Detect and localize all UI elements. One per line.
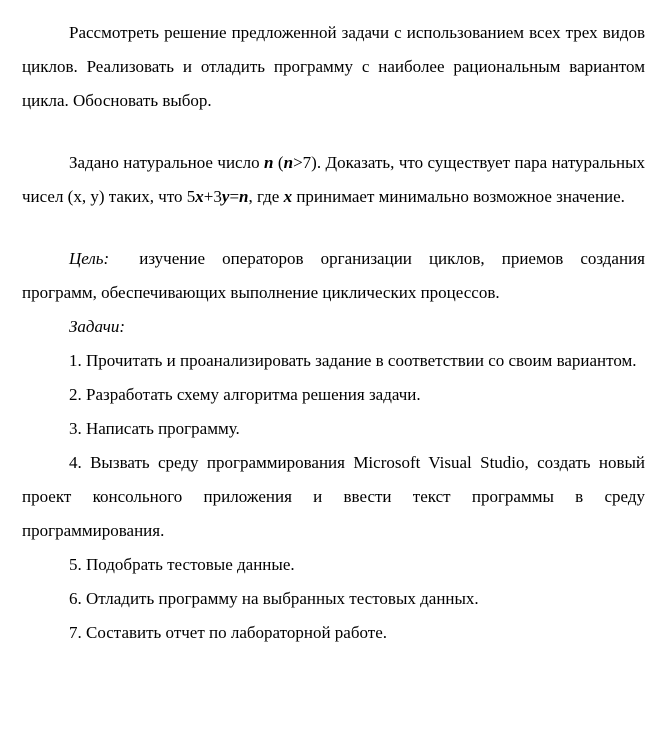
task-variable-n: n [264, 153, 274, 172]
task-item-text: 4. Вызвать среду программирования Microsoft Visual Studio, создать новый проект консольного приложения и ввести текст программы в среду программирования. [22, 453, 645, 540]
task-item-text: 5. Подобрать тестовые данные. [69, 555, 295, 574]
task-variable-n: n [239, 187, 249, 206]
task-item-5 [22, 548, 645, 582]
paragraph-tasks-heading [22, 310, 645, 344]
task-variable-x: x [195, 187, 204, 206]
task-variable-y: y [221, 187, 230, 206]
task-segment: +3 [203, 187, 222, 206]
goal-text: изучение операторов организации циклов, приемов создания программ, обеспечивающих выполнение циклических процессов. [22, 249, 645, 302]
task-item-text: 7. Составить отчет по лабораторной работе. [69, 623, 388, 642]
goal-label: Цель: [69, 249, 110, 268]
task-item-2 [22, 378, 645, 412]
task-item-4 [22, 446, 645, 548]
task-item-3 [22, 412, 645, 446]
task-segment: Задано натуральное число [69, 153, 265, 172]
task-segment: ( [273, 153, 284, 172]
task-variable-n: n [283, 153, 294, 172]
task-segment: >7). Доказать, что существует пара натуральных чисел (x, y) таких, что 5 [22, 153, 645, 206]
task-item-1 [22, 344, 645, 378]
task-item-text: 2. Разработать схему алгоритма решения задачи. [69, 385, 421, 404]
intro-text: Рассмотреть решение предложенной задачи с использованием всех трех видов циклов. Реализовать и отладить программу с наиболее рациональным вариантом цикла. Обосновать выбор. [22, 23, 645, 110]
task-item-text: 1. Прочитать и проанализировать задание в соответствии со своим вариантом. [69, 351, 637, 370]
task-variable-x: x [283, 187, 293, 206]
task-item-text: 3. Написать программу. [69, 419, 240, 438]
task-item-6 [22, 582, 645, 616]
task-segment: = [229, 187, 240, 206]
paragraph-goal [22, 242, 645, 310]
task-segment: принимает минимально возможное значение. [292, 187, 625, 206]
task-item-7 [22, 616, 645, 650]
task-item-text: 6. Отладить программу на выбранных тестовых данных. [69, 589, 479, 608]
paragraph-task-statement [22, 146, 645, 214]
tasks-heading-label: Задачи: [69, 317, 126, 336]
task-segment: , где [248, 187, 284, 206]
paragraph-intro [22, 16, 645, 118]
